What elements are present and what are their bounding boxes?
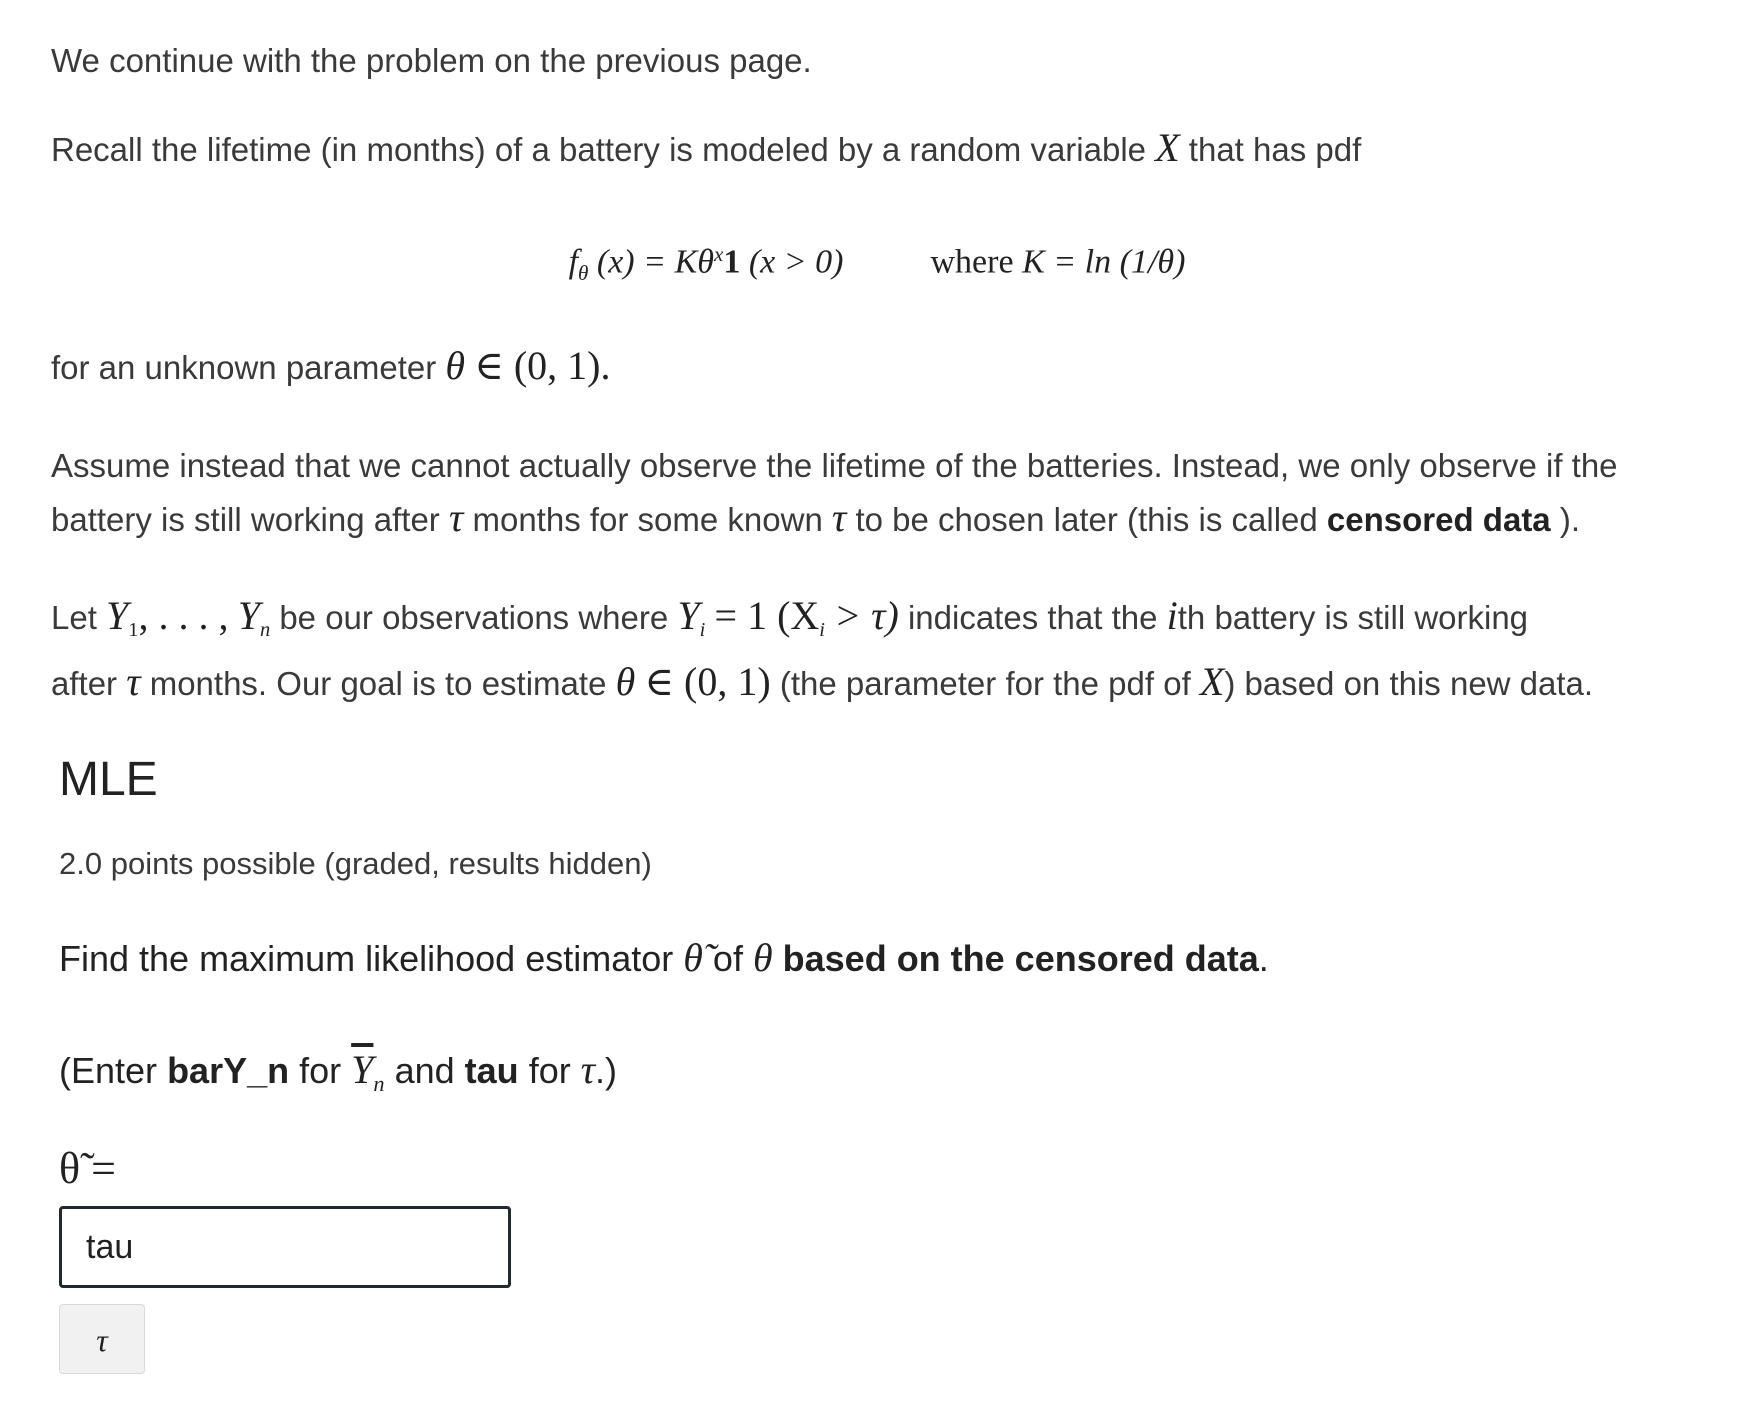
question-text: Find the maximum likelihood estimator θ̃ of θ based on the censored data.: [59, 935, 1269, 980]
parameter-text: for an unknown parameter θ ∈ (0, 1).: [51, 343, 611, 388]
section-title: MLE: [59, 753, 158, 806]
intro-text: We continue with the problem on the previous page.: [51, 42, 812, 79]
points-possible: 2.0 points possible (graded, results hidden): [59, 846, 652, 881]
answer-input[interactable]: [59, 1206, 511, 1288]
observations-paragraph: Let $Y_1$, . . . , $Y_n$ be our observations where $Y_i = 1$ $(X_i > \tau)$ indicates that the ith battery is still working after τ months. Our goal is to estimate θ ∈ (0, 1) (the parameter for the pdf of X) based on this new data.: [51, 593, 1594, 705]
answer-label: θ̃ =: [59, 1144, 116, 1193]
pdf-formula: $f_\theta$ $(x) = K\theta^x1$ (x > 0) where K = ln (1/θ): [568, 242, 1186, 285]
input-hint: (Enter barY_n for $\overline{Y}_n$ and tau for τ.): [59, 1047, 618, 1096]
answer-preview: τ: [59, 1304, 145, 1374]
assume-paragraph: Assume instead that we cannot actually observe the lifetime of the batteries. Instead, we only observe if the battery is still working after τ months for some known τ to be chosen later (this is called censored data ).: [51, 447, 1618, 540]
recall-text: Recall the lifetime (in months) of a battery is modeled by a random variable X that has pdf: [51, 125, 1362, 170]
